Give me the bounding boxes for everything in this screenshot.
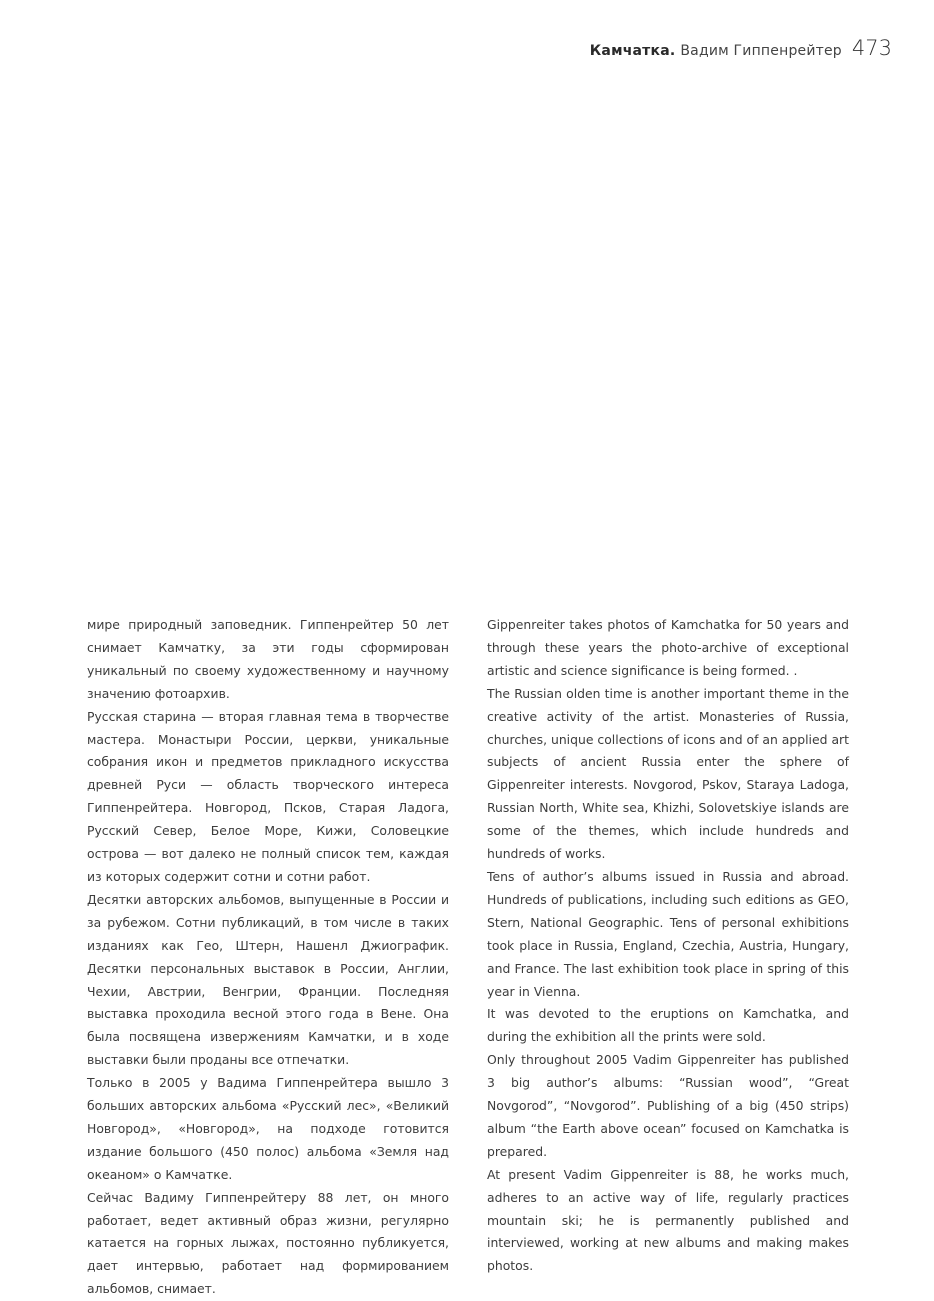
english-text-column — [487, 614, 849, 1278]
book-title: Камчатка. — [589, 43, 676, 59]
paragraph: Сейчас Вадиму Гиппенрейтеру 88 лет, он много работает, ведет активный образ жизни, регулярно катается на горных лыжах, постоянно публикуется, дает интервью, работает над формированием альбомов, снимает. — [87, 1189, 449, 1297]
paragraph: мире природный заповедник. Гиппенрейтер 50 лет снимает Камчатку, за эти годы сформирован уникальный по своему художественному и научному значению фотоархив. — [87, 617, 449, 701]
paragraph: Десятки авторских альбомов, выпущенные в России и за рубежом. Сотни публикаций, в том числе в таких изданиях как Гео, Штерн, Нашенл Джиографик. Десятки персональных выставок в России, Англии, Чехии, Австрии, Венгрии, Франции. Последняя выставка проходила весной этого года в Вене. Она была посвящена извержениям Камчатки, и в ходе выставки были проданы все отпечатки. — [87, 891, 449, 1068]
paragraph: Tens of author’s albums issued in Russia and abroad. Hundreds of publications, including such editions as GEO, Stern, National Geographic. Tens of personal exhibitions took place in Russia, England, Czechia, Austria, Hungary, and France. The last exhibition took place in spring of this year in Vienna. — [487, 868, 849, 999]
paragraph: Gippenreiter takes photos of Kamchatka for 50 years and through these years the photo-archive of exceptional artistic and science significance is being formed. . — [487, 617, 849, 678]
paragraph: At present Vadim Gippenreiter is 88, he works much, adheres to an active way of life, regularly practices mountain ski; he is permanently published and interviewed, working at new albums and making makes photos. — [487, 1166, 849, 1274]
russian-text-column — [87, 614, 449, 1301]
author-name: Вадим Гиппенрейтер — [680, 43, 842, 59]
running-head — [590, 36, 892, 60]
paragraph: It was devoted to the eruptions on Kamchatka, and during the exhibition all the prints were sold. — [487, 1006, 849, 1045]
paragraph: Только в 2005 у Вадима Гиппенрейтера вышло 3 больших авторских альбома «Русский лес», «Великий Новгород», «Новгород», на подходе готовится издание большого (450 полос) альбома «Земля над океаном» о Камчатке. — [87, 1075, 449, 1182]
paragraph: Русская старина — вторая главная тема в творчестве мастера. Монастыри России, церкви, уникальные собрания икон и предметов прикладного искусства древней Руси — область творческого интереса Гиппенрейтера. Новгород, Псков, Старая Ладога, Русский Север, Белое Море, Кижи, Соловецкие острова — вот далеко не полный список тем, каждая из которых содержит сотни и сотни работ. — [87, 708, 449, 884]
page-number: 473 — [851, 36, 892, 60]
paragraph: Only throughout 2005 Vadim Gippenreiter has published 3 big author’s albums: “Russian wood”, “Great Novgorod”, “Novgorod”. Publishing of a big (450 strips) album “the Earth above ocean” focused on Kamchatka is prepared. — [487, 1052, 849, 1159]
paragraph: The Russian olden time is another important theme in the creative activity of the artist. Monasteries of Russia, churches, unique collections of icons and of an applied art subjects of ancient Russia enter the sphere of Gippenreiter interests. Novgorod, Pskov, Staraya Ladoga, Russian North, White sea, Khizhi, Solovetskiye islands are some of the themes, which include hundreds and hundreds of works. — [487, 685, 849, 862]
